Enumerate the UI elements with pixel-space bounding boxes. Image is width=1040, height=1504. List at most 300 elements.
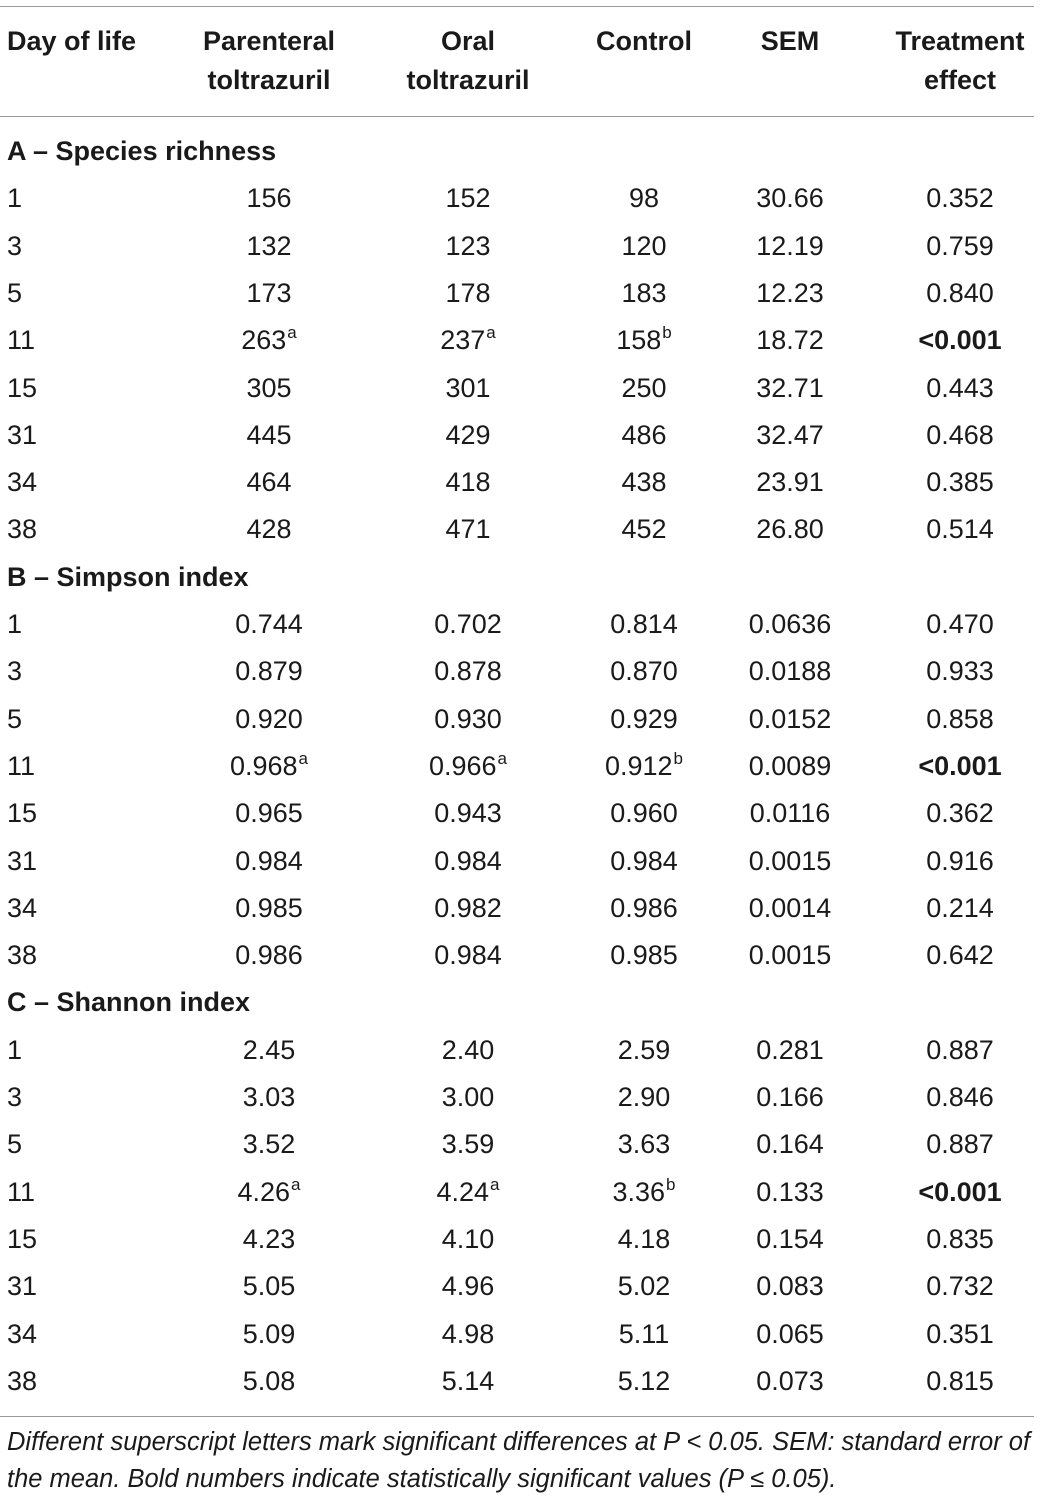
cell-sem: [715, 412, 865, 459]
table-row: [0, 1074, 1040, 1121]
cell-treatment-effect: [860, 743, 1040, 790]
cell-sem: [715, 838, 865, 885]
cell-control: [568, 932, 720, 979]
cell-day-of-life: [7, 1216, 37, 1263]
cell-oral: [368, 743, 568, 790]
cell-oral: [368, 1121, 568, 1168]
cell-day-of-life: [7, 1121, 22, 1168]
cell-value: 0.133: [756, 1176, 824, 1207]
cell-value: 301: [445, 372, 491, 403]
cell-value: 418: [445, 467, 491, 498]
cell-value: 98: [628, 183, 660, 214]
cell-sem: [715, 932, 865, 979]
cell-treatment-effect: [860, 175, 1040, 222]
cell-value: 0.968: [229, 750, 298, 781]
cell-control: [568, 790, 720, 837]
cell-value: 34: [7, 467, 38, 498]
cell-treatment-effect: [860, 223, 1040, 270]
cell-treatment-effect: [860, 696, 1040, 743]
table-row: [0, 1027, 1040, 1074]
cell-value: 2.90: [617, 1082, 671, 1112]
cell-value: 0.960: [610, 798, 678, 829]
cell-parenteral: [169, 885, 369, 932]
cell-treatment-effect: [860, 1216, 1040, 1263]
cell-value: 5.11: [618, 1318, 670, 1349]
cell-value: 486: [621, 419, 667, 450]
cell-parenteral: [169, 1358, 369, 1405]
cell-control: [568, 838, 720, 885]
cell-sem: [715, 270, 865, 317]
table-row: [0, 932, 1040, 979]
cell-value: 0.0089: [748, 750, 832, 781]
cell-value: 4.23: [242, 1223, 296, 1254]
cell-sem: [715, 601, 865, 648]
cell-value: 34: [7, 1318, 38, 1349]
table-row: [0, 1121, 1040, 1168]
cell-parenteral: [169, 1121, 369, 1168]
cell-sem: [715, 648, 865, 695]
cell-oral: [368, 1311, 568, 1358]
table-row: [0, 412, 1040, 459]
cell-value: 0.965: [235, 798, 303, 829]
cell-treatment-effect: [860, 1358, 1040, 1405]
cell-treatment-effect: [860, 932, 1040, 979]
cell-parenteral: [169, 1311, 369, 1358]
cell-parenteral: [169, 1027, 369, 1074]
cell-oral: [368, 1169, 568, 1216]
cell-value: 32.47: [756, 419, 824, 450]
cell-value: 5.02: [617, 1271, 671, 1302]
cell-value: 15: [7, 1223, 38, 1254]
table-footnote: Different superscript letters mark significant differences at P < 0.05. SEM: standard error of the mean. Bold numbers indicate statistically significant values (P ≤ 0.05).: [7, 1428, 1031, 1493]
cell-treatment-effect: [860, 1074, 1040, 1121]
header-oral-toltrazuril: Oral toltrazuril: [406, 26, 530, 95]
cell-value: 0.887: [926, 1129, 994, 1160]
table-header: [0, 22, 1040, 112]
cell-value: 31: [7, 419, 38, 450]
cell-value: 429: [445, 419, 491, 450]
cell-value: 0.073: [756, 1365, 824, 1396]
cell-value: 5: [7, 703, 23, 734]
cell-control: [568, 412, 720, 459]
significance-letter: a: [287, 323, 297, 343]
cell-value: 0.702: [434, 609, 502, 639]
cell-value: 0.984: [434, 940, 502, 971]
cell-sem: [715, 1169, 865, 1216]
cell-value: 0.840: [926, 277, 994, 308]
cell-value: 31: [7, 845, 38, 876]
cell-value: 0.920: [235, 703, 303, 734]
cell-treatment-effect: [860, 1027, 1040, 1074]
cell-value: 120: [621, 230, 667, 261]
cell-day-of-life: [7, 365, 37, 412]
cell-day-of-life: [7, 838, 37, 885]
section-heading: [0, 128, 1040, 175]
cell-value: 0.642: [926, 940, 994, 971]
cell-value: 11: [7, 750, 36, 781]
cell-value: 0.759: [926, 230, 994, 261]
section-heading: [0, 979, 1040, 1026]
cell-value: 3.36: [612, 1176, 666, 1207]
cell-parenteral: [169, 743, 369, 790]
cell-sem: [715, 506, 865, 553]
cell-value: 0.362: [926, 798, 994, 829]
significance-letter: a: [497, 748, 508, 768]
cell-oral: [368, 223, 568, 270]
cell-parenteral: [169, 506, 369, 553]
cell-control: [568, 885, 720, 932]
cell-value: 428: [246, 514, 292, 545]
cell-oral: [368, 1358, 568, 1405]
cell-value: 18.72: [756, 325, 824, 356]
cell-sem: [715, 1216, 865, 1263]
cell-treatment-effect: [860, 270, 1040, 317]
cell-sem: [715, 223, 865, 270]
cell-oral: [368, 885, 568, 932]
cell-control: [568, 1216, 720, 1263]
cell-value: 3.00: [441, 1082, 495, 1112]
section-title: C – Shannon index: [7, 987, 251, 1018]
cell-oral: [368, 175, 568, 222]
table-row: [0, 838, 1040, 885]
cell-value: 15: [7, 798, 38, 829]
cell-value: 4.10: [441, 1223, 495, 1254]
cell-value: 3.03: [242, 1082, 296, 1112]
cell-control: [568, 1311, 720, 1358]
cell-value: 0.858: [926, 703, 994, 734]
cell-value: 452: [621, 514, 667, 545]
cell-parenteral: [169, 1263, 369, 1310]
cell-day-of-life: [7, 1263, 37, 1310]
cell-value: 12.19: [756, 230, 824, 261]
cell-parenteral: [169, 270, 369, 317]
cell-value: 3.52: [242, 1129, 296, 1160]
cell-treatment-effect: [860, 1169, 1040, 1216]
cell-oral: [368, 696, 568, 743]
cell-value: 0.878: [434, 656, 502, 687]
cell-parenteral: [169, 932, 369, 979]
cell-day-of-life: [7, 270, 22, 317]
cell-treatment-effect: [860, 1121, 1040, 1168]
cell-value: 0.982: [434, 892, 502, 923]
cell-value: 31: [7, 1271, 38, 1302]
cell-value: 0.933: [926, 656, 994, 687]
cell-oral: [368, 365, 568, 412]
cell-sem: [715, 365, 865, 412]
cell-value: 30.66: [756, 183, 824, 214]
cell-day-of-life: [7, 648, 22, 695]
cell-value: 0.887: [926, 1034, 994, 1065]
cell-parenteral: [169, 648, 369, 695]
cell-value: 0.943: [434, 798, 502, 829]
cell-value: 438: [621, 467, 667, 498]
table-row: [0, 790, 1040, 837]
cell-day-of-life: [7, 412, 37, 459]
cell-treatment-effect: [860, 317, 1040, 364]
cell-sem: [715, 743, 865, 790]
cell-oral: [368, 317, 568, 364]
table-row: [0, 696, 1040, 743]
cell-oral: [368, 1216, 568, 1263]
cell-value: 4.26: [237, 1176, 291, 1207]
cell-value: 23.91: [756, 467, 824, 498]
cell-value: 0.814: [610, 609, 678, 639]
cell-parenteral: [169, 696, 369, 743]
cell-value: 5.14: [441, 1365, 495, 1396]
table-row: [0, 365, 1040, 412]
cell-day-of-life: [7, 1358, 37, 1405]
cell-oral: [368, 506, 568, 553]
cell-control: [568, 317, 720, 364]
cell-value: 11: [7, 325, 36, 356]
cell-control: [568, 365, 720, 412]
cell-oral: [368, 601, 568, 648]
cell-day-of-life: [7, 459, 37, 506]
section-title: A – Species richness: [7, 136, 277, 166]
cell-value: 132: [246, 230, 292, 261]
cell-value: 237: [440, 325, 486, 356]
cell-value: 3: [7, 1082, 23, 1112]
cell-parenteral: [169, 365, 369, 412]
cell-value: 34: [7, 892, 38, 923]
cell-value: 0.166: [756, 1082, 824, 1112]
cell-value: 0.835: [926, 1223, 994, 1254]
cell-parenteral: [169, 459, 369, 506]
table-row: [0, 648, 1040, 695]
cell-control: [568, 1074, 720, 1121]
cell-value: 158: [616, 325, 662, 356]
cell-treatment-effect: [860, 838, 1040, 885]
cell-value: 3: [7, 656, 23, 687]
cell-value: 178: [445, 277, 491, 308]
cell-day-of-life: [7, 1311, 37, 1358]
cell-value: 38: [7, 1365, 38, 1396]
significance-letter: a: [490, 1174, 500, 1194]
cell-value: 0.083: [756, 1271, 824, 1302]
cell-value: 0.0015: [748, 940, 832, 971]
cell-value: 1: [7, 609, 23, 639]
significance-letter: b: [666, 1174, 676, 1194]
cell-control: [568, 270, 720, 317]
table-row: [0, 175, 1040, 222]
cell-sem: [715, 459, 865, 506]
header-bottom-rule: [0, 116, 1034, 117]
cell-value: 0.385: [926, 467, 994, 498]
cell-treatment-effect: [860, 1311, 1040, 1358]
cell-value: 2.45: [242, 1034, 296, 1065]
cell-parenteral: [169, 601, 369, 648]
header-sem: SEM: [760, 26, 820, 56]
cell-value: 5: [7, 1129, 23, 1160]
cell-day-of-life: [7, 790, 37, 837]
cell-sem: [715, 1358, 865, 1405]
cell-value: 0.879: [235, 656, 303, 687]
cell-value: 0.0014: [748, 892, 832, 923]
cell-sem: [715, 1263, 865, 1310]
table-row: [0, 1358, 1040, 1405]
cell-value: 471: [445, 514, 491, 545]
cell-parenteral: [169, 1169, 369, 1216]
significance-letter: a: [298, 748, 309, 768]
table-row: [0, 601, 1040, 648]
cell-value: 0.443: [926, 372, 994, 403]
table-bottom-rule: [0, 1416, 1034, 1417]
cell-treatment-effect: [860, 790, 1040, 837]
cell-value: 4.18: [617, 1223, 671, 1254]
cell-day-of-life: [7, 1027, 22, 1074]
cell-value: 1: [7, 183, 23, 214]
cell-value: 123: [445, 230, 491, 261]
cell-day-of-life: [7, 1169, 35, 1216]
cell-value: 3.59: [441, 1129, 495, 1160]
cell-value: 0.0188: [748, 656, 832, 687]
cell-day-of-life: [7, 743, 35, 790]
cell-value: 445: [246, 419, 292, 450]
cell-value: 156: [246, 183, 292, 214]
cell-control: [568, 1121, 720, 1168]
cell-value: 38: [7, 940, 38, 971]
cell-value: 0.846: [926, 1082, 994, 1112]
cell-value: 0.214: [926, 892, 994, 923]
cell-value: 26.80: [756, 514, 824, 545]
cell-value: 5.08: [242, 1365, 296, 1396]
cell-value: <0.001: [918, 1176, 1002, 1207]
table-row: [0, 223, 1040, 270]
table-row: [0, 270, 1040, 317]
cell-value: 0.929: [610, 703, 678, 734]
cell-value: 0.514: [926, 514, 994, 545]
cell-treatment-effect: [860, 412, 1040, 459]
significance-letter: a: [291, 1174, 301, 1194]
cell-day-of-life: [7, 506, 37, 553]
cell-value: 0.984: [610, 845, 678, 876]
cell-day-of-life: [7, 317, 35, 364]
cell-parenteral: [169, 1216, 369, 1263]
cell-value: 38: [7, 514, 38, 545]
cell-value: 0.351: [926, 1318, 994, 1349]
cell-day-of-life: [7, 885, 37, 932]
cell-value: 0.0636: [748, 609, 832, 639]
cell-value: 0.930: [434, 703, 502, 734]
cell-value: 0.0015: [748, 845, 832, 876]
cell-day-of-life: [7, 175, 22, 222]
cell-value: 5.12: [617, 1365, 671, 1396]
section-heading: [0, 554, 1040, 601]
cell-treatment-effect: [860, 1263, 1040, 1310]
cell-value: 0.985: [235, 892, 303, 923]
cell-value: 0.468: [926, 419, 994, 450]
cell-treatment-effect: [860, 601, 1040, 648]
cell-value: 0.352: [926, 183, 994, 214]
cell-value: 3: [7, 230, 23, 261]
cell-value: 11: [7, 1176, 36, 1207]
cell-treatment-effect: [860, 648, 1040, 695]
cell-value: 15: [7, 372, 38, 403]
cell-parenteral: [169, 412, 369, 459]
cell-control: [568, 1358, 720, 1405]
table-row: [0, 1169, 1040, 1216]
cell-day-of-life: [7, 1074, 22, 1121]
cell-oral: [368, 459, 568, 506]
cell-value: 1: [7, 1034, 23, 1065]
cell-value: 0.154: [756, 1223, 824, 1254]
cell-parenteral: [169, 175, 369, 222]
cell-parenteral: [169, 838, 369, 885]
cell-sem: [715, 696, 865, 743]
cell-value: 3.63: [617, 1129, 671, 1160]
section-title: B – Simpson index: [7, 561, 249, 592]
cell-oral: [368, 1074, 568, 1121]
cell-sem: [715, 175, 865, 222]
cell-value: 5.05: [242, 1271, 296, 1302]
cell-day-of-life: [7, 601, 22, 648]
cell-oral: [368, 1027, 568, 1074]
cell-control: [568, 1263, 720, 1310]
cell-treatment-effect: [860, 365, 1040, 412]
cell-sem: [715, 317, 865, 364]
cell-value: 0.0152: [748, 703, 832, 734]
cell-oral: [368, 838, 568, 885]
cell-value: 0.912: [604, 750, 673, 781]
cell-oral: [368, 648, 568, 695]
cell-value: 4.24: [436, 1176, 490, 1207]
cell-value: <0.001: [918, 750, 1002, 781]
cell-sem: [715, 1311, 865, 1358]
cell-control: [568, 743, 720, 790]
cell-value: 0.470: [926, 609, 994, 639]
cell-sem: [715, 1074, 865, 1121]
cell-value: 173: [246, 277, 292, 308]
cell-treatment-effect: [860, 885, 1040, 932]
cell-sem: [715, 1121, 865, 1168]
cell-control: [568, 506, 720, 553]
table-row: [0, 743, 1040, 790]
cell-oral: [368, 412, 568, 459]
cell-value: 0.985: [610, 940, 678, 971]
cell-value: 2.40: [441, 1034, 495, 1065]
header-parenteral-toltrazuril: Parenteral toltrazuril: [202, 26, 336, 95]
cell-value: 0.916: [926, 845, 994, 876]
cell-control: [568, 459, 720, 506]
cell-value: 0.815: [926, 1365, 994, 1396]
table-row: [0, 885, 1040, 932]
significance-letter: b: [662, 323, 672, 343]
cell-treatment-effect: [860, 506, 1040, 553]
table-row: [0, 506, 1040, 553]
cell-control: [568, 223, 720, 270]
cell-value: 0.984: [235, 845, 303, 876]
table-top-rule: [0, 6, 1034, 7]
cell-value: 0.281: [756, 1034, 824, 1065]
table-row: [0, 1216, 1040, 1263]
cell-oral: [368, 932, 568, 979]
cell-value: 464: [246, 467, 292, 498]
cell-treatment-effect: [860, 459, 1040, 506]
cell-value: 0.984: [434, 845, 502, 876]
significance-letter: a: [486, 323, 496, 343]
cell-control: [568, 1027, 720, 1074]
cell-control: [568, 1169, 720, 1216]
cell-value: 5.09: [242, 1318, 296, 1349]
cell-value: 183: [621, 277, 667, 308]
cell-value: 0.0116: [749, 798, 831, 829]
cell-value: 0.966: [428, 750, 497, 781]
cell-value: 0.986: [610, 892, 678, 923]
cell-day-of-life: [7, 932, 37, 979]
cell-value: 305: [246, 372, 292, 403]
header-day-of-life: Day of life: [7, 26, 137, 56]
cell-oral: [368, 270, 568, 317]
